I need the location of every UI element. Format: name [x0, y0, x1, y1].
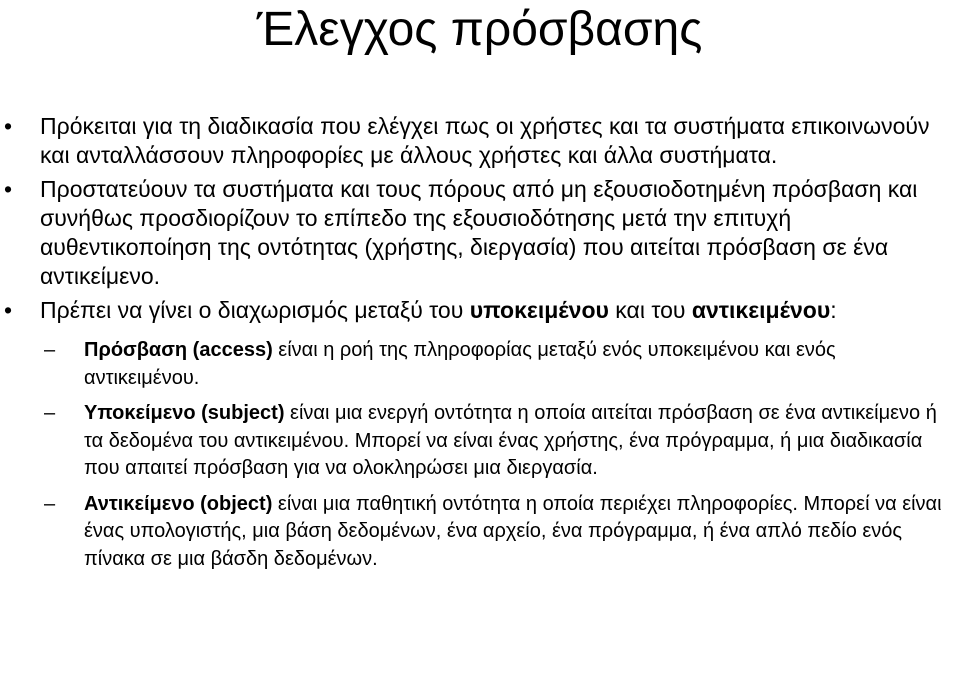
bullet-item [0, 112, 959, 170]
subbullet-text: είναι η ροή της πληροφορίας μεταξύ ενός υποκειμένου και ενός αντικειμένου. [84, 339, 836, 389]
bullet-text-post: : [830, 297, 837, 323]
bullet-text-mid: και του [608, 297, 692, 323]
dash-icon: – [44, 402, 56, 424]
subbullet-text: είναι μια ενεργή οντότητα η οποία αιτείται πρόσβαση σε ένα αντικείμενο ή τα δεδομένα του αντικειμένου. Μπορεί να είναι ένας χρήστης, ένα πρόγραμμα, ή μια διαδικασία που απαιτεί πρόσβαση για να ολοκληρώσει μια διεργασία. [84, 402, 937, 479]
bullet-item [0, 296, 959, 325]
dash-icon: – [44, 339, 56, 361]
dash-icon: – [44, 492, 56, 515]
bullet-icon: • [4, 176, 13, 202]
bullet-icon: • [4, 113, 13, 139]
subbullet-item [0, 337, 959, 392]
subbullet-term: Πρόσβαση (access) [84, 339, 273, 361]
bullet-text: Προστατεύουν τα συστήματα και τους πόρους από μη εξουσιοδοτημένη πρόσβαση και συνήθως προσδιορίζουν το επίπεδο της εξουσιοδότησης μετά την επιτυχή αυθεντικοποίηση της οντότητας (χρήστης, διεργασία) που αιτείται πρόσβαση σε ένα αντικείμενο. [40, 176, 918, 289]
subbullet-item [0, 400, 959, 483]
slide-title: Έλεγχος πρόσβασης [256, 3, 703, 56]
subbullet-term: Αντικείμενο (object) [84, 492, 273, 515]
subbullet-term: Υποκείμενο (subject) [84, 402, 285, 424]
subbullet-text: είναι μια παθητική οντότητα η οποία περιέχει πληροφορίες. Μπορεί να είναι ένας υπολογιστής, μια βάση δεδομένων, ένα αρχείο, ένα πρόγραμμα, ή ένα απλό πεδίο ενός πίνακα σε μια βάσδη δεδομένων. [84, 492, 942, 570]
bullet-item [0, 175, 959, 291]
bullet-text: Πρόκειται για τη διαδικασία που ελέγχει πως οι χρήστες και τα συστήματα επικοινωνούν και ανταλλάσσουν πληροφορίες με άλλους χρήστες και άλλα συστήματα. [40, 113, 930, 168]
subbullet-item [0, 491, 959, 574]
slide-body [0, 112, 959, 581]
term-object: αντικειμένου [691, 297, 831, 323]
bullet-icon: • [4, 297, 13, 323]
term-subject: υποκειμένου [469, 297, 609, 323]
bullet-text-pre: Πρέπει να γίνει ο διαχωρισμός μεταξύ του [40, 297, 470, 323]
